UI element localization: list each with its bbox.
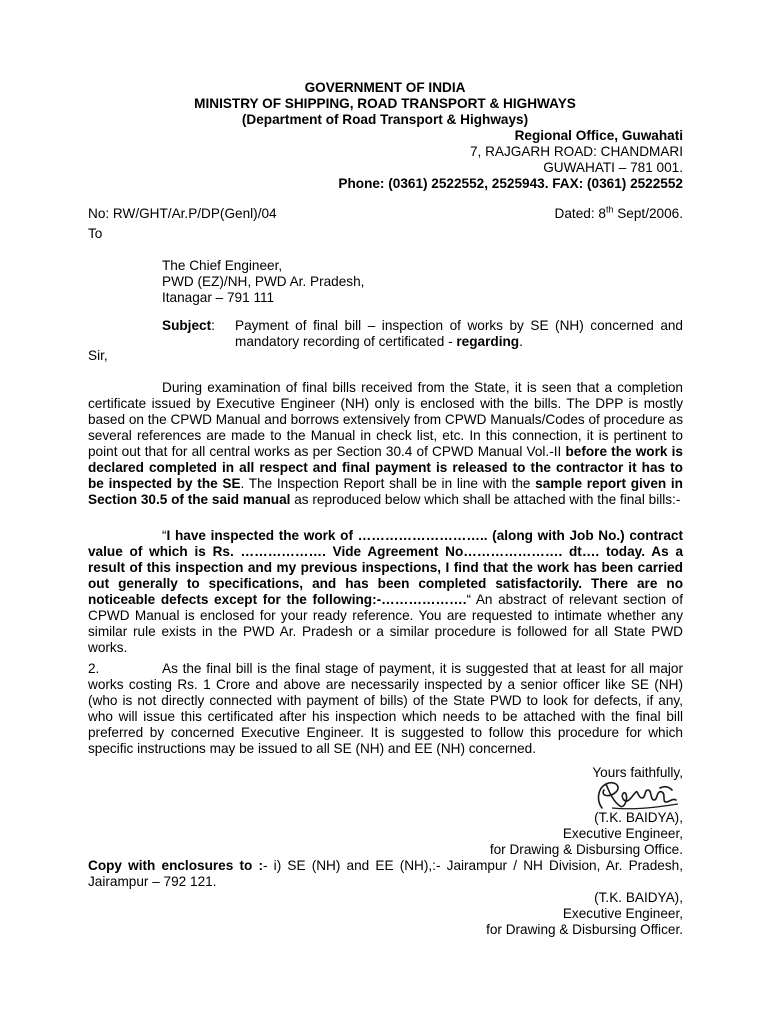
office-address	[183, 128, 683, 192]
letterhead	[0, 80, 770, 128]
signature-image	[592, 778, 684, 814]
subject-label-wrap	[162, 318, 215, 334]
para1-text-3: as reproduced below which shall be attached with the final bills:-	[290, 492, 681, 507]
subject-line-2	[235, 334, 683, 350]
reference-number: No: RW/GHT/Ar.P/DP(Genl)/04	[88, 206, 277, 221]
signatory-title: Executive Engineer,	[562, 826, 683, 841]
quote-open: “	[162, 528, 167, 543]
para1-bold-2: sample report given in Section 30.5 of the said manual	[88, 476, 683, 507]
phone-fax: Phone: (0361) 2522552, 2525943. FAX: (0361) 2522552	[338, 176, 683, 191]
date-day: Dated: 8	[554, 206, 606, 221]
signature-icon	[592, 778, 684, 814]
addressee-line-1: The Chief Engineer,	[162, 258, 283, 273]
header-government: GOVERNMENT OF INDIA	[304, 80, 466, 95]
signatory-name: (T.K. BAIDYA),	[594, 810, 683, 825]
para1-text-2: . The Inspection Report shall be in line with the	[240, 476, 536, 491]
copy-text: - i) SE (NH) and EE (NH),:- Jairampur / NH Division, Ar. Pradesh, Jairampur – 792 121.	[88, 858, 683, 889]
subject-end: .	[519, 334, 523, 349]
yours-faithfully: Yours faithfully,	[592, 765, 683, 780]
quote-certificate-text: I have inspected the work of ……………………….. (along with Job No.) contract value of which is Rs. ………………. Vide Agreement No…………………. dt…. today. As a result of this inspection and my previous inspections, I find that the work has been carried out generally to specifications, and has been completed satisfactorily. There are no noticeable defects except for the following:-……………….	[88, 528, 683, 607]
subject-label: Subject	[162, 318, 212, 333]
signatory-role-2: for Drawing & Disbursing Officer.	[486, 922, 683, 937]
signatory-name-2: (T.K. BAIDYA),	[594, 890, 683, 905]
letter-date	[555, 206, 683, 222]
address-line-2: GUWAHATI – 781 001.	[543, 160, 683, 175]
subject-regarding: regarding	[456, 334, 520, 349]
signatory-block-2	[486, 890, 683, 938]
paragraph-1	[88, 380, 683, 508]
paragraph-2	[88, 661, 683, 757]
subject-colon: :	[211, 318, 215, 333]
quote-close-text: “ An abstract of relevant section of CPWD Manual is enclosed for your ready reference. You are requested to intimate whether any similar rule exists in the PWD Ar. Pradesh or a similar procedure is followed for all State PWD works.	[88, 592, 683, 655]
copy-label: Copy with enclosures to :	[88, 858, 263, 873]
signatory-block	[490, 810, 683, 858]
header-department: (Department of Road Transport & Highways)	[241, 112, 529, 127]
copy-to	[88, 858, 683, 890]
subject-text	[235, 318, 683, 350]
subject-line-2-text: mandatory recording of certificated -	[235, 334, 457, 349]
para1-bold-1: before the work is declared completed in all respect and final payment is released to the contractor it has to be inspected by the SE	[88, 444, 683, 491]
header-ministry: MINISTRY OF SHIPPING, ROAD TRANSPORT & HIGHWAYS	[194, 96, 576, 111]
date-rest: Sept/2006.	[613, 206, 683, 221]
date-suffix: th	[605, 204, 614, 215]
addressee-line-3: Itanagar – 791 111	[162, 290, 275, 305]
addressee-line-2: PWD (EZ)/NH, PWD Ar. Pradesh,	[162, 274, 365, 289]
para2-text: As the final bill is the final stage of payment, it is suggested that at least for all major works costing Rs. 1 Crore and above are necessarily inspected by a senior officer like SE (NH) (who is not directly connected with payment of bills) of the State PWD to look for defects, if any, who will issue this certificated after his inspection which needs to be attached with the final bill preferred by concerned Executive Engineer. It is suggested to follow this procedure for which specific instructions may be issued to all SE (NH) and EE (NH) concerned.	[88, 661, 683, 756]
addressee	[162, 258, 364, 306]
subject-line-1: Payment of final bill – inspection of works by SE (NH) concerned and	[235, 318, 683, 333]
address-line-1: 7, RAJGARH ROAD: CHANDMARI	[470, 144, 683, 159]
para2-number: 2.	[88, 661, 100, 676]
signatory-title-2: Executive Engineer,	[562, 906, 683, 921]
quoted-certificate	[88, 528, 683, 656]
para1-text-1: During examination of final bills received from the State, it is seen that a completion certificate issued by Executive Engineer (NH) only is enclosed with the bills. The DPP is mostly based on the CPWD Manual and borrows extensively from CPWD Manuals/Codes of procedure as several references are made to the Manual in check list, etc. In this connection, it is pertinent to point out that for all central works as per Section 30.4 of CPWD Manual Vol.-II	[88, 380, 683, 459]
signatory-role: for Drawing & Disbursing Office.	[489, 842, 683, 857]
regional-office: Regional Office, Guwahati	[514, 128, 683, 143]
to-label: To	[88, 226, 103, 241]
salutation: Sir,	[88, 348, 108, 363]
